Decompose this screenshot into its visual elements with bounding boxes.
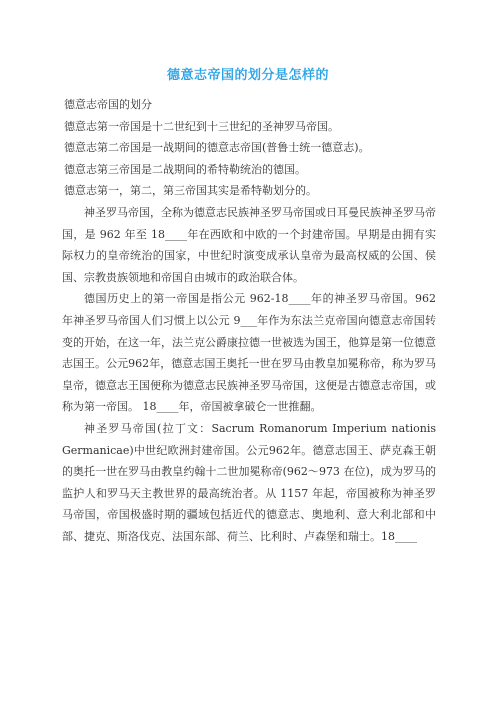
paragraph-first-reich-history: 德国历史上的第一帝国是指公元 962-18____年的神圣罗马帝国。962 年神圣罗马帝国人们习惯上以公元 9___年作为东法兰克帝国向德意志帝国转变的开始，在这一年，法兰克公爵康拉德一世被选为国王，他算是第一位德意志国王。公元962年，德意志国王奥托一世在罗马由教皇加冕称帝，称为罗马皇帝，德意志王国便称为德意志民族神圣罗马帝国，这便是古德意志帝国，或称为第一帝国。 18____年，帝国被拿破仑一世推翻。 <box>62 292 436 414</box>
document-title: 德意志帝国的划分是怎样的 <box>166 68 329 83</box>
paragraph-first-empire: 德意志第一帝国是十二世纪到十三世纪的圣神罗马帝国。 <box>64 119 339 133</box>
paragraph-second-empire: 德意志第二帝国是一战期间的德意志帝国(普鲁士统一德意志)。 <box>64 141 370 155</box>
paragraph-third-empire: 德意志第三帝国是二战期间的希特勒统治的德国。 <box>64 162 306 176</box>
document-body <box>62 94 436 547</box>
paragraph-latin-name: 神圣罗马帝国(拉丁文：Sacrum Romanorum Imperium nationis Germanicae)中世纪欧洲封建帝国。公元962年。德意志国王、萨克森王朝的奥托一世在罗马由教皇约翰十二世加冕称帝(962～973 在位)，成为罗马的监护人和罗马天主教世界的最高统治者。从 1157 年起，帝国被称为神圣罗马帝国，帝国极盛时期的疆域包括近代的德意志、奥地利、意大利北部和中部、捷克、斯洛伐克、法国东部、荷兰、比利时、卢森堡和瑞士。18____ <box>62 421 436 543</box>
paragraph-division-note: 德意志第一，第二，第三帝国其实是希特勒划分的。 <box>64 184 317 198</box>
paragraph-heading: 德意志帝国的划分 <box>64 98 152 111</box>
paragraph-holy-roman-empire: 神圣罗马帝国，全称为德意志民族神圣罗马帝国或日耳曼民族神圣罗马帝国，是 962 年至 18____年在西欧和中欧的一个封建帝国。早期是由拥有实际权力的皇帝统治的国家，中世纪时演变成承认皇帝为最高权威的公国、侯国、宗教贵族领地和帝国自由城市的政治联合体。 <box>62 205 436 284</box>
